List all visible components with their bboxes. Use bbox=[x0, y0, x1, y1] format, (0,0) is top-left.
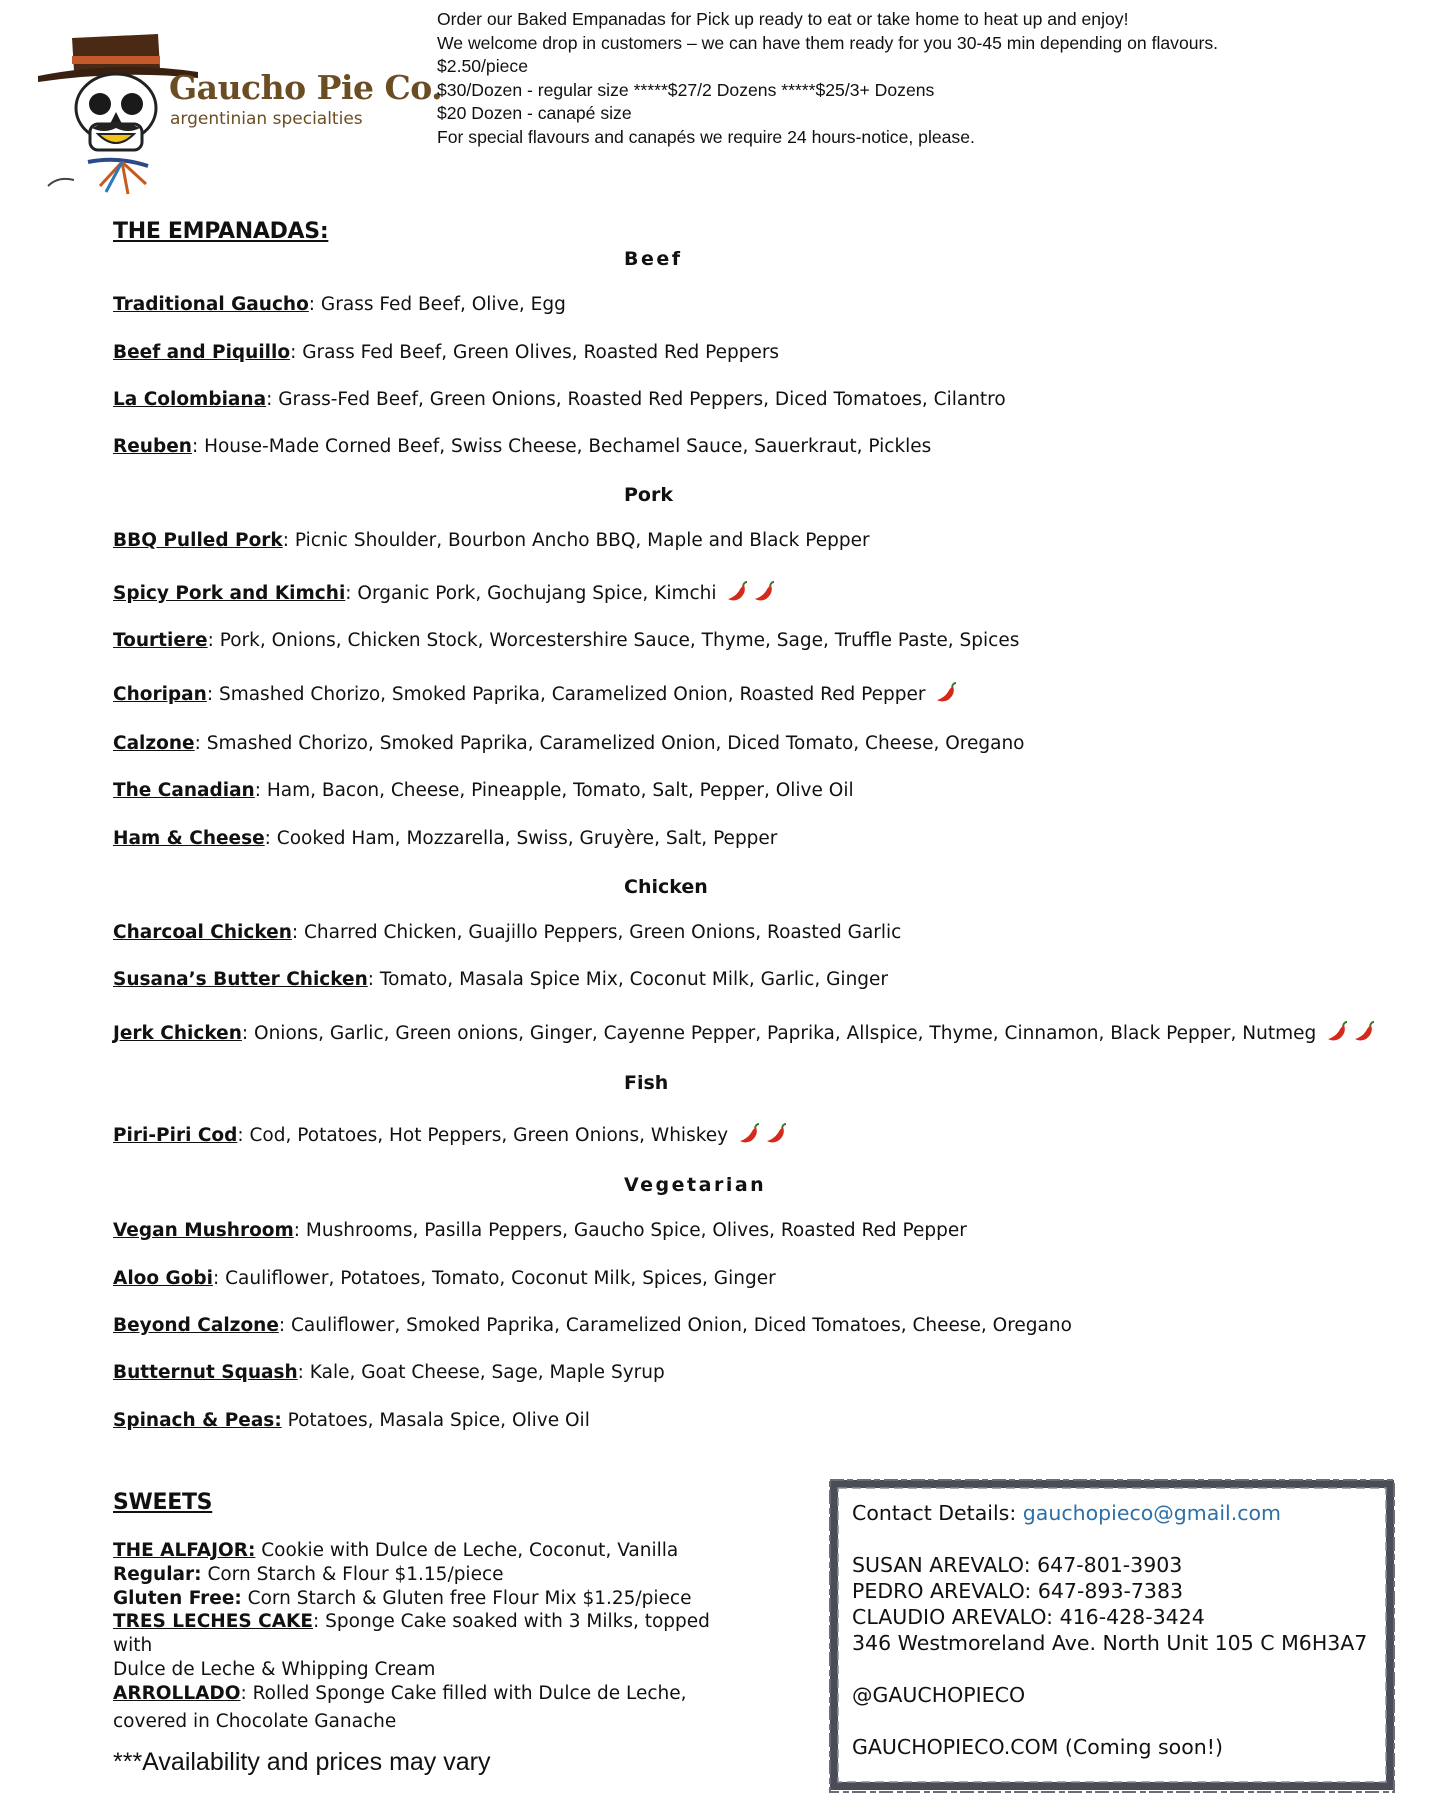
item-description: Mushrooms, Pasilla Peppers, Gaucho Spice, Olives, Roasted Red Pepper bbox=[305, 1220, 967, 1241]
category-vegetarian: Vegetarian bbox=[624, 1174, 767, 1196]
item-separator: : bbox=[241, 1023, 255, 1044]
item-name: Piri-Piri Cod bbox=[113, 1125, 238, 1146]
item-separator: : bbox=[345, 583, 358, 604]
contact-handle: @GAUCHOPIECO bbox=[852, 1683, 1026, 1707]
item-name: Spinach & Peas: bbox=[113, 1410, 282, 1431]
logo-tagline: argentinian specialties bbox=[170, 109, 363, 129]
contact-details bbox=[852, 1500, 1367, 1760]
header-line: $20 Dozen - canapé size bbox=[437, 103, 632, 124]
item-name: Spicy Pork and Kimchi bbox=[113, 583, 346, 604]
variant-description: Corn Starch & Gluten free Flour Mix $1.25/piece bbox=[241, 1587, 692, 1609]
header-line: We welcome drop in customers – we can have them ready for you 30-45 min depending on flavours. bbox=[437, 32, 1219, 53]
contact-address: 346 Westmoreland Ave. North Unit 105 C M6H3A7 bbox=[852, 1631, 1368, 1655]
menu-item bbox=[113, 530, 870, 551]
menu-item bbox=[113, 922, 901, 943]
contact-pedro: PEDRO AREVALO: 647-893-7383 bbox=[852, 1579, 1184, 1603]
item-separator: : bbox=[264, 828, 277, 849]
item-name: Choripan bbox=[113, 684, 207, 705]
item-separator: : bbox=[290, 342, 303, 363]
item-name: Calzone bbox=[113, 733, 195, 754]
availability-note: ***Availability and prices may vary bbox=[113, 1748, 491, 1776]
menu-item bbox=[113, 1315, 1072, 1336]
item-name: Ham & Cheese bbox=[113, 828, 265, 849]
item-description: Smashed Chorizo, Smoked Paprika, Caramelized Onion, Roasted Red Pepper bbox=[218, 684, 926, 705]
category-pork: Pork bbox=[624, 484, 673, 506]
item-description: Smashed Chorizo, Smoked Paprika, Caramelized Onion, Diced Tomato, Cheese, Oregano bbox=[206, 733, 1025, 754]
item-name: The Canadian bbox=[113, 780, 255, 801]
item-separator: : bbox=[293, 1220, 306, 1241]
item-name: Vegan Mushroom bbox=[113, 1220, 294, 1241]
item-description: Grass Fed Beef, Green Olives, Roasted Red Peppers bbox=[302, 342, 780, 363]
item-name: Aloo Gobi bbox=[113, 1268, 213, 1289]
item-description: Onions, Garlic, Green onions, Ginger, Cayenne Pepper, Paprika, Allspice, Thyme, Cinnamon, Black Pepper, Nutmeg bbox=[254, 1023, 1317, 1044]
item-separator: : bbox=[207, 630, 220, 651]
item-separator: : bbox=[367, 969, 380, 990]
menu-item bbox=[113, 1123, 788, 1146]
chili-pepper-icon bbox=[934, 682, 958, 704]
brand-logo bbox=[38, 16, 443, 206]
spice-level bbox=[1322, 1023, 1376, 1044]
contact-box bbox=[828, 1478, 1400, 1796]
sweet-description-continued: covered in Chocolate Ganache bbox=[113, 1710, 397, 1732]
item-name: Tourtiere bbox=[113, 630, 208, 651]
menu-item bbox=[113, 294, 566, 315]
sweet-item-arrollado bbox=[113, 1682, 753, 1706]
sweet-description: Cookie with Dulce de Leche, Coconut, Vanilla bbox=[255, 1540, 679, 1561]
variant-label: Regular: bbox=[113, 1563, 202, 1585]
sweet-name: TRES LECHES CAKE bbox=[113, 1611, 314, 1633]
header-line: $2.50/piece bbox=[437, 56, 528, 77]
chili-pepper-icon bbox=[1325, 1021, 1349, 1043]
menu-item bbox=[113, 389, 1006, 410]
sweet-description: : Sponge Cake soaked with 3 Milks, topped with bbox=[113, 1611, 710, 1657]
contact-label: Contact Details: bbox=[852, 1501, 1023, 1525]
contact-email-link[interactable]: gauchopieco@gmail.com bbox=[1022, 1501, 1282, 1525]
sweet-item-alfajor bbox=[113, 1539, 753, 1563]
item-name: Beyond Calzone bbox=[113, 1315, 279, 1336]
item-name: La Colombiana bbox=[113, 389, 267, 410]
header-line: For special flavours and canapés we require 24 hours-notice, please. bbox=[437, 126, 975, 147]
menu-item bbox=[113, 1362, 665, 1383]
contact-email-line bbox=[852, 1500, 1367, 1526]
item-separator: : bbox=[191, 436, 205, 457]
chili-pepper-icon bbox=[764, 1123, 788, 1145]
sweets-title: SWEETS bbox=[113, 1490, 213, 1515]
empanadas-title: THE EMPANADAS: bbox=[113, 219, 329, 244]
chili-pepper-icon bbox=[752, 581, 776, 603]
spice-level bbox=[734, 1125, 788, 1146]
item-separator: : bbox=[308, 294, 321, 315]
menu-item bbox=[113, 581, 776, 604]
sweet-description: : Rolled Sponge Cake filled with Dulce de Leche, bbox=[240, 1682, 687, 1704]
menu-item bbox=[113, 682, 958, 705]
item-name: Susana’s Butter Chicken bbox=[113, 969, 368, 990]
menu-item bbox=[113, 780, 854, 801]
item-description: Picnic Shoulder, Bourbon Ancho BBQ, Maple and Black Pepper bbox=[294, 530, 870, 551]
item-name: BBQ Pulled Pork bbox=[113, 530, 283, 551]
item-separator: : bbox=[266, 389, 279, 410]
menu-item bbox=[113, 828, 777, 849]
item-description: House-Made Corned Beef, Swiss Cheese, Bechamel Sauce, Sauerkraut, Pickles bbox=[204, 436, 932, 457]
logo-name: Gaucho Pie Co. bbox=[169, 68, 443, 107]
item-separator: : bbox=[297, 1362, 310, 1383]
item-separator: : bbox=[282, 530, 295, 551]
variant-description: Corn Starch & Flour $1.15/piece bbox=[201, 1563, 504, 1585]
menu-item bbox=[113, 1220, 967, 1241]
sweets-list bbox=[113, 1539, 753, 1733]
contact-claudio: CLAUDIO AREVALO: 416-428-3424 bbox=[852, 1605, 1205, 1629]
menu-item bbox=[113, 630, 1019, 651]
item-name: Butternut Squash bbox=[113, 1362, 298, 1383]
item-description: Cooked Ham, Mozzarella, Swiss, Gruyère, Salt, Pepper bbox=[276, 828, 778, 849]
category-chicken: Chicken bbox=[624, 876, 708, 898]
item-description: Kale, Goat Cheese, Sage, Maple Syrup bbox=[309, 1362, 665, 1383]
item-description: Cauliflower, Smoked Paprika, Caramelized Onion, Diced Tomatoes, Cheese, Oregano bbox=[291, 1315, 1072, 1336]
item-name: Beef and Piquillo bbox=[113, 342, 291, 363]
spice-level bbox=[722, 583, 776, 604]
menu-item bbox=[113, 1268, 776, 1289]
sweet-item-tres-leches bbox=[113, 1610, 753, 1658]
item-description: Potatoes, Masala Spice, Olive Oil bbox=[287, 1410, 590, 1431]
item-description: Ham, Bacon, Cheese, Pineapple, Tomato, Salt, Pepper, Olive Oil bbox=[266, 780, 854, 801]
spice-level bbox=[931, 684, 958, 705]
header-line: $30/Dozen - regular size *****$27/2 Dozens *****$25/3+ Dozens bbox=[437, 79, 935, 100]
item-description: Grass-Fed Beef, Green Onions, Roasted Red Peppers, Diced Tomatoes, Cilantro bbox=[278, 389, 1006, 410]
menu-item bbox=[113, 342, 779, 363]
variant-label: Gluten Free: bbox=[113, 1587, 242, 1609]
item-description: Cauliflower, Potatoes, Tomato, Coconut Milk, Spices, Ginger bbox=[225, 1268, 776, 1289]
chili-pepper-icon bbox=[1352, 1021, 1376, 1043]
item-name: Jerk Chicken bbox=[113, 1023, 242, 1044]
item-description: Cod, Potatoes, Hot Peppers, Green Onions, Whiskey bbox=[249, 1125, 729, 1146]
chili-pepper-icon bbox=[725, 581, 749, 603]
item-description: Grass Fed Beef, Olive, Egg bbox=[320, 294, 566, 315]
item-separator: : bbox=[291, 922, 305, 943]
menu-item bbox=[113, 1021, 1376, 1044]
contact-website: GAUCHOPIECO.COM (Coming soon!) bbox=[852, 1735, 1223, 1759]
sweet-description-continued: Dulce de Leche & Whipping Cream bbox=[113, 1658, 436, 1680]
item-description: Charred Chicken, Guajillo Peppers, Green Onions, Roasted Garlic bbox=[304, 922, 902, 943]
ordering-info bbox=[437, 8, 1397, 150]
item-separator: : bbox=[213, 1268, 226, 1289]
item-description: Pork, Onions, Chicken Stock, Worcestershire Sauce, Thyme, Sage, Truffle Paste, Spices bbox=[219, 630, 1020, 651]
item-name: Charcoal Chicken bbox=[113, 922, 292, 943]
menu-item bbox=[113, 1410, 590, 1431]
item-name: Reuben bbox=[113, 436, 192, 457]
category-fish: Fish bbox=[624, 1072, 669, 1094]
item-separator: : bbox=[194, 733, 207, 754]
contact-susan: SUSAN AREVALO: 647-801-3903 bbox=[852, 1553, 1183, 1577]
item-separator: : bbox=[278, 1315, 291, 1336]
sweet-variant-regular bbox=[113, 1563, 753, 1587]
header-line: Order our Baked Empanadas for Pick up ready to eat or take home to heat up and enjoy! bbox=[437, 9, 1129, 29]
menu-item bbox=[113, 969, 888, 990]
item-name: Traditional Gaucho bbox=[113, 294, 309, 315]
sweet-name: ARROLLADO bbox=[113, 1682, 241, 1704]
menu-item bbox=[113, 733, 1025, 754]
sweet-name: THE ALFAJOR: bbox=[113, 1540, 256, 1561]
item-description: Organic Pork, Gochujang Spice, Kimchi bbox=[357, 583, 717, 604]
item-description: Tomato, Masala Spice Mix, Coconut Milk, Garlic, Ginger bbox=[379, 969, 889, 990]
chili-pepper-icon bbox=[737, 1123, 761, 1145]
item-separator: : bbox=[254, 780, 267, 801]
category-beef: Beef bbox=[624, 248, 683, 270]
menu-item bbox=[113, 436, 931, 457]
item-separator: : bbox=[237, 1125, 250, 1146]
sweet-variant-gluten-free bbox=[113, 1587, 753, 1611]
item-separator: : bbox=[206, 684, 219, 705]
